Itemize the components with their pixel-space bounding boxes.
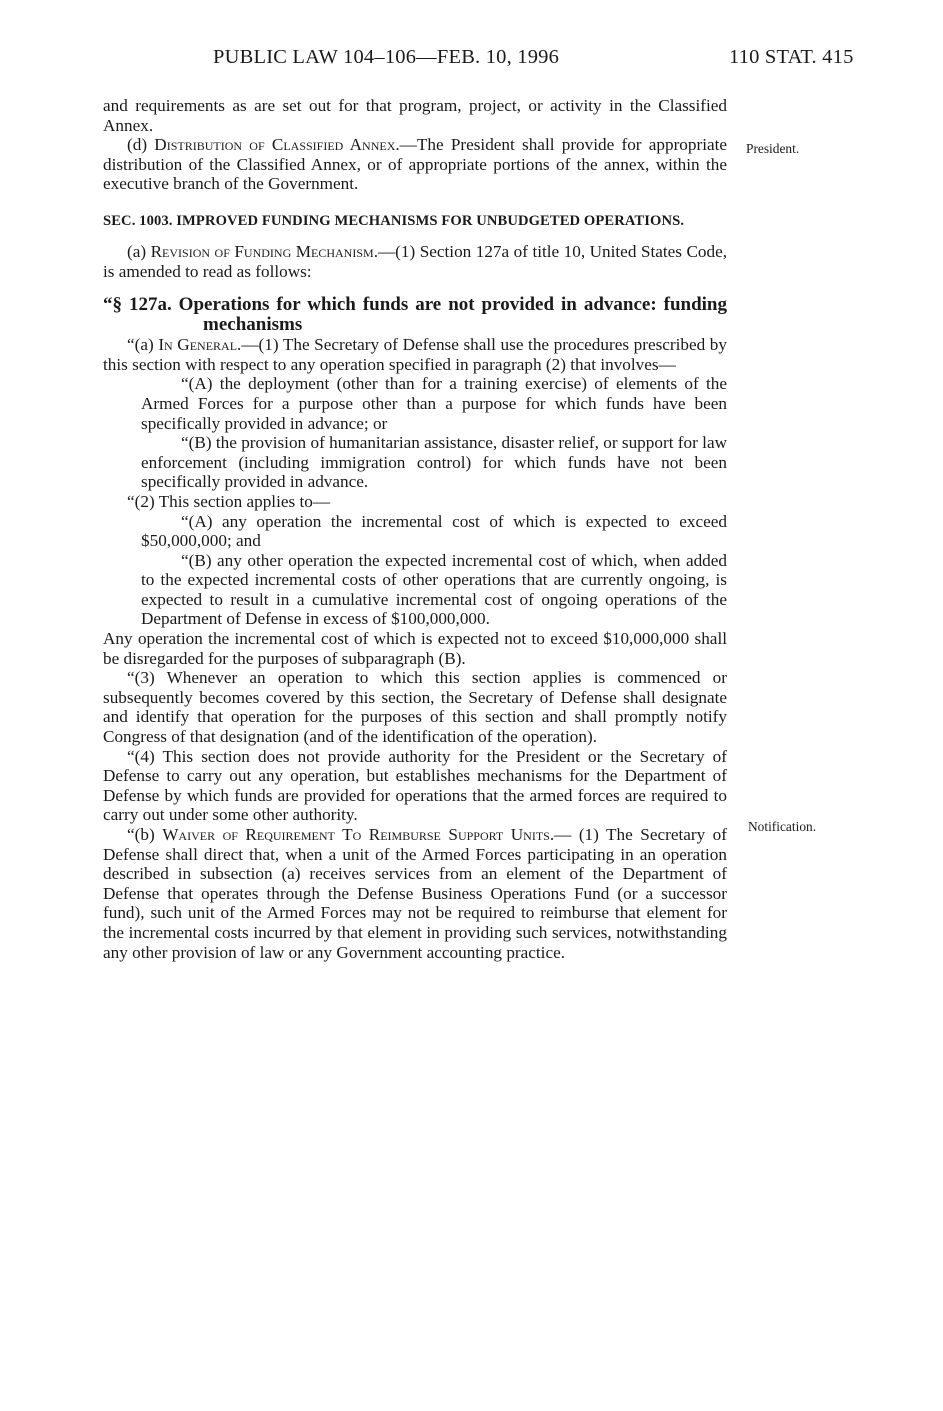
subsection-text: .—(1) The Secretary of Defense shall use the procedures prescribed by this section with respect to any operation specified in paragraph (2) that involves— bbox=[103, 335, 727, 374]
running-head-title: PUBLIC LAW 104–106—FEB. 10, 1996 bbox=[213, 46, 560, 68]
subsection-label: (d) bbox=[127, 135, 155, 155]
clause-b-humanitarian: “(B) the provision of humanitarian assistance, disaster relief, or support for law enforcement (including immigration control) for which funds have not been specifically provided in advance. bbox=[141, 433, 727, 492]
running-head bbox=[0, 46, 943, 76]
subsection-heading: Waiver of Requirement To Reimburse Support Units bbox=[162, 825, 550, 844]
paragraph-revision bbox=[103, 242, 727, 281]
subsection-heading: Distribution of Classified Annex bbox=[154, 135, 396, 155]
section-127a-title: “§ 127a. Operations for which funds are not provided in advance: funding mechanisms bbox=[103, 294, 727, 336]
subsection-label: “(b) bbox=[127, 825, 163, 844]
clause-a-deployment: “(A) the deployment (other than for a training exercise) of elements of the Armed Forces for a purpose other than a purpose for which funds have been specifically provided in advance; or bbox=[141, 374, 727, 433]
subsection-label: “(a) bbox=[127, 335, 159, 355]
paragraph-continuation: and requirements as are set out for that program, project, or activity in the Classified Annex. bbox=[103, 96, 727, 135]
body-text bbox=[103, 96, 727, 962]
paragraph-distribution bbox=[103, 135, 727, 194]
margin-note-notification: Notification. bbox=[748, 819, 817, 834]
margin-note-president: President. bbox=[746, 141, 800, 156]
subsection-text: .— (1) The Secretary of Defense shall direct that, when a unit of the Armed Forces participating in an operation described in subsection (a) receives services from an element of the Department of Defense that operates through the Defense Business Operations Fund (or a successor fund), such unit of the Armed Forces may not be required to reimburse that element for the incremental costs incurred by that element in providing such services, notwithstanding any other provision of law or any Government accounting practice. bbox=[103, 825, 727, 962]
section-heading-1003: SEC. 1003. IMPROVED FUNDING MECHANISMS FOR UNBUDGETED OPERATIONS. bbox=[103, 212, 685, 229]
subsection-label: (a) bbox=[127, 241, 151, 261]
subsection-text: .—(1) Section 127a of title 10, United States Code, is amended to read as follows: bbox=[103, 241, 728, 281]
paragraph-3-notify: “(3) Whenever an operation to which this section applies is commenced or subsequently becomes covered by this section, the Secretary of Defense shall designate and identify that operation for the purposes of this section and shall promptly notify Congress of that designation (and of the identification of the operation). bbox=[103, 668, 727, 747]
paragraph-in-general bbox=[103, 335, 727, 374]
paragraph-2-applies: “(2) This section applies to— bbox=[127, 491, 331, 511]
paragraph-disregard: Any operation the incremental cost of which is expected not to exceed $10,000,000 shall be disregarded for the purposes of subparagraph (B). bbox=[103, 629, 727, 668]
subsection-text: .—The President shall provide for appropriate distribution of the Classified Annex, or of appropriate portions of the annex, within the executive branch of the Government. bbox=[103, 135, 728, 194]
running-head-stat-page: 110 STAT. 415 bbox=[729, 46, 854, 68]
subsection-heading: In General bbox=[158, 335, 238, 355]
paragraph-waiver bbox=[103, 825, 727, 962]
clause-a-incremental-cost: “(A) any operation the incremental cost of which is expected to exceed $50,000,000; and bbox=[141, 511, 727, 551]
paragraph-4-authority: “(4) This section does not provide authority for the President or the Secretary of Defense to carry out any operation, but establishes mechanisms for the Department of Defense by which funds are provided for operations that the armed forces are required to carry out under some other authority. bbox=[103, 746, 727, 825]
subsection-heading: Revision of Funding Mechanism bbox=[150, 241, 374, 261]
clause-b-other-operation: “(B) any other operation the expected incremental cost of which, when added to the expected incremental costs of other operations that are currently ongoing, is expected to result in a cumulative incremental cost of ongoing operations of the Department of Defense in excess of $100,000,000. bbox=[141, 550, 727, 629]
